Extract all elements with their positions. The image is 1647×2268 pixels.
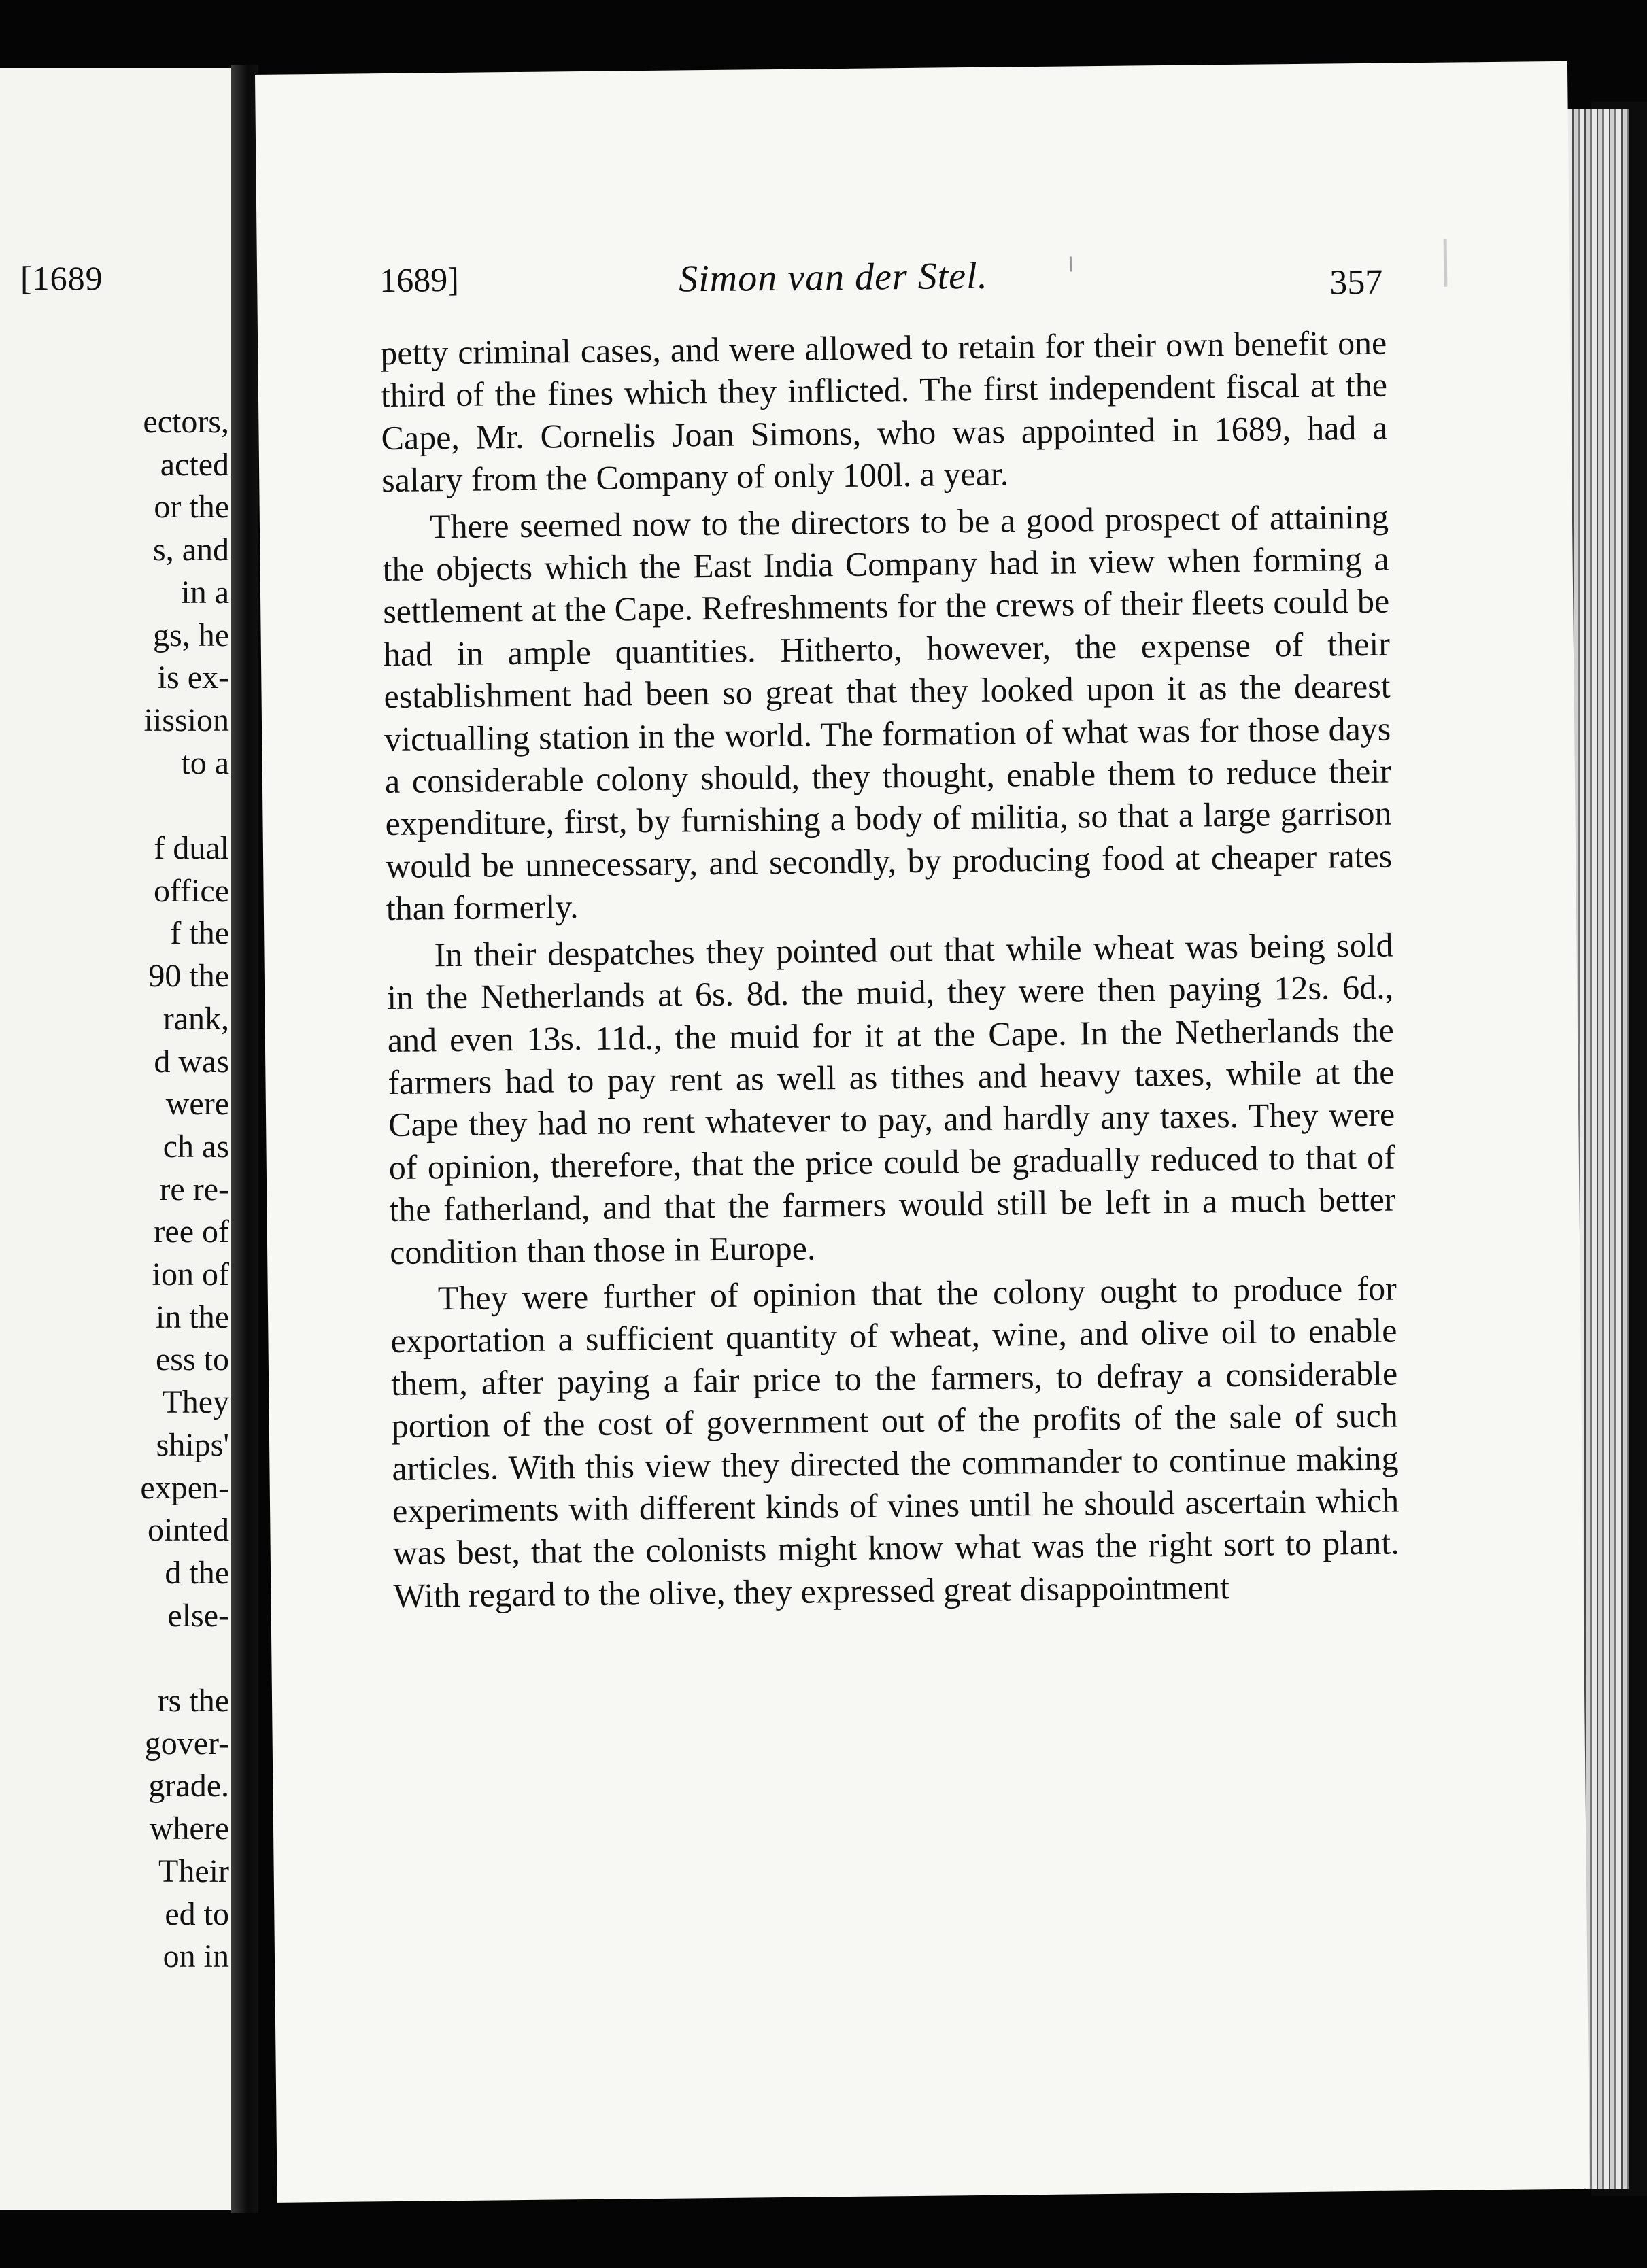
left-page-line: ree of [154, 1214, 229, 1250]
scan-speck [1070, 256, 1072, 271]
left-page-line: office [153, 872, 229, 909]
running-head-year: 1689] [379, 260, 460, 300]
left-page-line: ointed [148, 1512, 229, 1549]
paragraph-4: They were further of opinion that the colony ought to produce for exportation a sufficient quantity of wheat, wine, and olive oil to enable them, after paying a fair price to the farmers, to defray a considerable portion of the cost of government out of the profits of the sale of such articles. With this view they directed the commander to continue making experiments with different kinds of vines until he should ascertain which was best, that the colonists might know what was the right sort to plant. With regard to the olive, they expressed great disappointment [390, 1269, 1399, 1615]
left-page-line: where [149, 1810, 229, 1847]
left-page-line: f dual [154, 830, 229, 867]
left-page-line: d was [154, 1043, 229, 1080]
left-page-header: [1689 [20, 259, 103, 297]
body-text [380, 322, 1400, 1621]
left-page-line: expen- [140, 1469, 229, 1506]
running-head-title: Simon van der Stel. [678, 254, 988, 300]
left-page-line: were [165, 1086, 229, 1122]
left-page-line: rank, [163, 1000, 229, 1037]
left-page-line: grade. [148, 1768, 229, 1804]
left-page-line: re re- [159, 1171, 229, 1207]
running-head [379, 250, 1383, 315]
left-page [0, 68, 235, 2210]
left-page-line: ed to [165, 1895, 229, 1932]
paragraph-3: In their despatches they pointed out that while wheat was being sold in the Netherlands at 6s. 8d. the muid, they were then paying 12s. 6d., and even 13s. 11d., the muid for it at the Cape. In the Netherlands the farmers had to pay rent as well as tithes and heavy taxes, while at the Cape they had no rent whatever to pay, and hardly any taxes. They were of opinion, therefore, that the price could be gradually reduced to that of the fatherland, and that the farmers would still be left in a much better condition than those in Europe. [386, 925, 1396, 1271]
left-page-line: in a [181, 574, 229, 611]
left-page-line: 90 the [148, 958, 229, 995]
left-page-line: acted [160, 446, 229, 483]
left-page-line: gs, he [153, 617, 229, 653]
gutter-shadow [231, 65, 258, 2213]
left-page-line: iission [143, 702, 229, 738]
left-page-line: They [162, 1384, 229, 1421]
page-number: 357 [1329, 262, 1383, 303]
left-page-line: Their [158, 1853, 229, 1889]
left-page-line: or the [154, 489, 229, 526]
left-page-line: ships' [156, 1426, 229, 1463]
left-page-line: d the [165, 1554, 229, 1591]
left-page-line: rs the [157, 1683, 229, 1719]
scan-speck [1444, 239, 1448, 287]
left-page-line: in the [156, 1299, 229, 1335]
left-page-line: ectors, [143, 404, 229, 440]
left-page-line: to a [181, 744, 229, 781]
left-page-text-fragments [5, 401, 229, 1978]
left-page-line: else- [167, 1597, 229, 1634]
paragraph-2: There seemed now to the directors to be a good prospect of attaining the objects which the East India Company had in view when forming a settlement at the Cape. Refreshments for the crews of their fleets could be had in ample quantities. Hitherto, however, the expense of their establishment had been so great that they looked upon it as the dearest victualling station in the world. The formation of what was for those days a considerable colony should, they thought, enable them to reduce their expenditure, first, by furnishing a body of militia, so that a large garrison would be unnecessary, and secondly, by producing food at cheaper rates than formerly. [382, 497, 1393, 928]
left-page-line: is ex- [157, 659, 229, 696]
left-page-line: s, and [153, 532, 229, 568]
left-page-line: f the [170, 915, 229, 952]
paragraph-1: petty criminal cases, and were allowed to retain for their own benefit one third of the fines which they inflicted. The first independent fiscal at the Cape, Mr. Cornelis Joan Simons, who was appointed in 1689, had a salary from the Company of only 100l. a year. [380, 323, 1388, 500]
left-page-line: ess to [156, 1341, 229, 1378]
left-page-line: ion of [152, 1256, 229, 1293]
left-page-line: ch as [163, 1128, 229, 1165]
left-page-line: on in [163, 1938, 229, 1975]
left-page-line [5, 785, 229, 827]
left-page-line [5, 1637, 229, 1680]
left-page-line: gover- [144, 1725, 229, 1762]
right-page [255, 61, 1590, 2203]
